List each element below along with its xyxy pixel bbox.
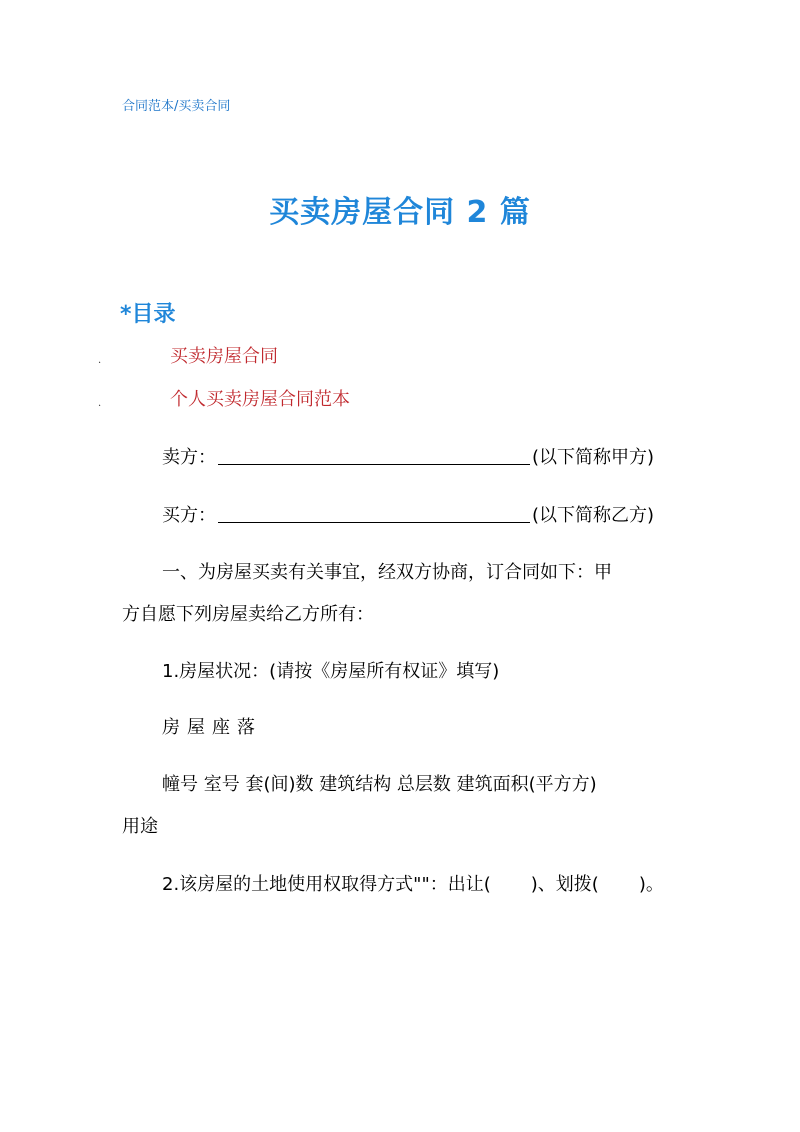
land-use-middle: )、划拨(	[530, 874, 599, 895]
toc-bullet: .	[98, 398, 102, 409]
seller-suffix: (以下简称甲方)	[532, 447, 655, 468]
toc-item[interactable]	[98, 343, 498, 371]
fields-line: 用途	[122, 816, 158, 837]
seller-label: 卖方：	[162, 447, 216, 468]
house-location-label: 房屋座落	[162, 717, 262, 738]
seller-blank	[218, 444, 530, 465]
toc-item-label[interactable]: 买卖房屋合同	[170, 346, 278, 367]
clause-land-use	[162, 871, 664, 899]
buyer-label: 买方：	[162, 505, 216, 526]
land-use-prefix: 2.该房屋的土地使用权取得方式""：出让(	[162, 874, 491, 895]
document-title: 买卖房屋合同 2 篇	[269, 195, 531, 230]
toc-bullet: .	[98, 355, 102, 366]
buyer-blank	[218, 502, 530, 523]
seller-line	[162, 444, 654, 472]
paragraph-line: 方自愿下列房屋卖给乙方所有：	[122, 604, 374, 625]
land-use-suffix: )。	[638, 874, 664, 895]
clause-house-status: 1.房屋状况：(请按《房屋所有权证》填写)	[162, 661, 500, 682]
toc-item-label[interactable]: 个人买卖房屋合同范本	[170, 389, 350, 410]
paragraph-line: 一、为房屋买卖有关事宜，经双方协商，订合同如下：甲	[162, 562, 612, 583]
breadcrumb[interactable]: 合同范本/买卖合同	[122, 99, 231, 114]
buyer-suffix: (以下简称乙方)	[532, 505, 655, 526]
toc-item[interactable]	[98, 386, 498, 414]
fields-line: 幢号 室号 套(间)数 建筑结构 总层数 建筑面积(平方方)	[162, 774, 597, 795]
toc-heading: *目录	[120, 302, 176, 327]
buyer-line	[162, 502, 654, 530]
